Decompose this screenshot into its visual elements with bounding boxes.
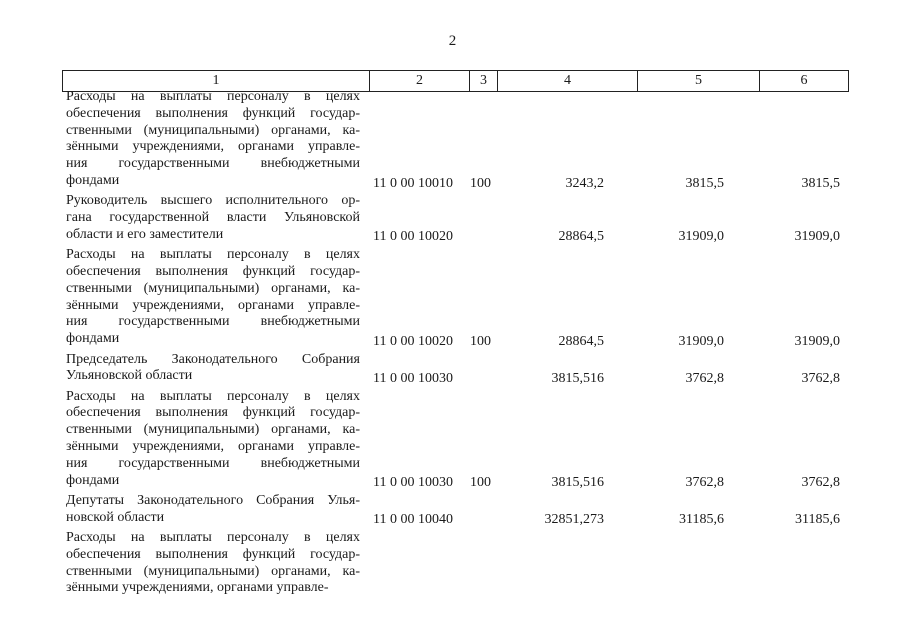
expense-type-cell: 100 <box>470 475 491 491</box>
amount-col5-cell: 3815,5 <box>685 175 724 191</box>
description-line: зёнными учреждениями, органами управле- <box>66 139 360 155</box>
amount-col4-cell: 3815,516 <box>551 475 604 491</box>
description-line: обеспечения выполнения функций государ- <box>66 546 360 562</box>
description-line: Ульяновской области <box>66 368 193 384</box>
description-line: зёнными учреждениями, органами управле- <box>66 297 360 313</box>
amount-col6-cell: 3762,8 <box>801 475 840 491</box>
column-header-4: 4 <box>498 71 638 92</box>
description-line: Депутаты Законодательного Собрания Улья- <box>66 492 360 508</box>
column-header-3: 3 <box>470 71 498 92</box>
row-description <box>66 352 360 386</box>
expense-type-cell: 100 <box>470 333 491 349</box>
description-line: ния государственными внебюджетными <box>66 455 360 471</box>
description-line: Расходы на выплаты персоналу в целях <box>66 89 360 104</box>
row-description <box>66 530 360 597</box>
description-line: ния государственными внебюджетными <box>66 156 360 172</box>
description-line: фондами <box>66 172 120 188</box>
budget-code-cell: 11 0 00 10030 <box>373 370 453 386</box>
description-line: Расходы на выплаты персоналу в целях <box>66 530 360 545</box>
page-number: 2 <box>448 33 457 49</box>
amount-col4-cell: 3815,516 <box>551 370 604 386</box>
description-line: фондами <box>66 472 120 488</box>
budget-code-cell: 11 0 00 10020 <box>373 229 453 245</box>
column-header-6: 6 <box>760 71 849 92</box>
amount-col6-cell: 3762,8 <box>801 370 840 386</box>
description-line: гана государственной власти Ульяновской <box>66 210 360 226</box>
row-description <box>66 89 360 190</box>
amount-col6-cell: 31909,0 <box>794 229 840 245</box>
description-line: Руководитель высшего исполнительного ор- <box>66 193 360 209</box>
amount-col4-cell: 32851,273 <box>544 512 604 528</box>
amount-col5-cell: 3762,8 <box>685 370 724 386</box>
description-line: обеспечения выполнения функций государ- <box>66 263 360 279</box>
amount-col6-cell: 31909,0 <box>794 333 840 349</box>
row-description <box>66 493 360 527</box>
amount-col4-cell: 28864,5 <box>558 229 604 245</box>
description-line: зёнными учреждениями, органами управле- <box>66 580 329 596</box>
column-header-5: 5 <box>638 71 760 92</box>
row-description <box>66 389 360 490</box>
amount-col5-cell: 31185,6 <box>679 512 724 528</box>
description-line: обеспечения выполнения функций государ- <box>66 105 360 121</box>
description-line: Расходы на выплаты персоналу в целях <box>66 388 360 404</box>
description-line: ственными (муниципальными) органами, ка- <box>66 422 360 438</box>
amount-col4-cell: 3243,2 <box>565 175 604 191</box>
description-line: ния государственными внебюджетными <box>66 314 360 330</box>
row-description <box>66 193 360 243</box>
description-line: ственными (муниципальными) органами, ка- <box>66 563 360 579</box>
budget-code-cell: 11 0 00 10030 <box>373 475 453 491</box>
description-line: ственными (муниципальными) органами, ка- <box>66 280 360 296</box>
amount-col5-cell: 31909,0 <box>678 229 724 245</box>
budget-code-cell: 11 0 00 10010 <box>373 175 453 191</box>
amount-col6-cell: 3815,5 <box>801 175 840 191</box>
expense-type-cell: 100 <box>470 175 491 191</box>
description-line: фондами <box>66 331 120 347</box>
description-line: ственными (муниципальными) органами, ка- <box>66 122 360 138</box>
amount-col5-cell: 3762,8 <box>685 475 724 491</box>
budget-code-cell: 11 0 00 10020 <box>373 333 453 349</box>
amount-col5-cell: 31909,0 <box>678 333 724 349</box>
description-line: Расходы на выплаты персоналу в целях <box>66 247 360 263</box>
amount-col4-cell: 28864,5 <box>558 333 604 349</box>
description-line: области и его заместители <box>66 226 224 242</box>
row-description <box>66 247 360 348</box>
column-header-1: 1 <box>63 71 370 92</box>
budget-code-cell: 11 0 00 10040 <box>373 512 453 528</box>
description-line: зёнными учреждениями, органами управле- <box>66 438 360 454</box>
column-header-2: 2 <box>370 71 470 92</box>
description-line: обеспечения выполнения функций государ- <box>66 405 360 421</box>
description-line: новской области <box>66 509 165 525</box>
description-line: Председатель Законодательного Собрания <box>66 351 360 367</box>
amount-col6-cell: 31185,6 <box>795 512 840 528</box>
